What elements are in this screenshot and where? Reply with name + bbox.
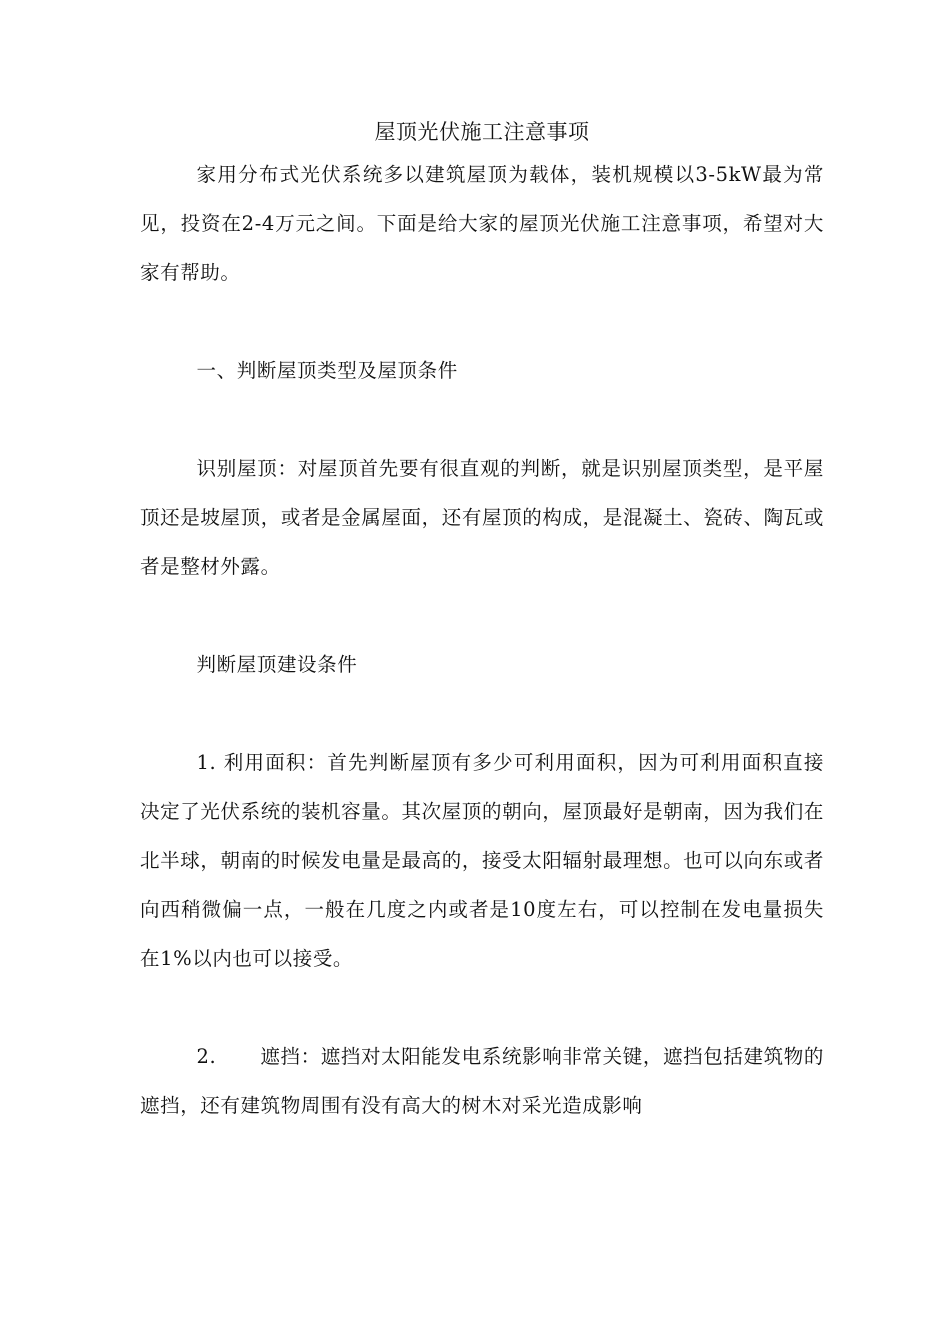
item2-text: 遮挡：遮挡对太阳能发电系统影响非常关键，遮挡包括建筑物的遮挡，还有建筑物周围有没有高大的树木对采光造成影响 (140, 1045, 824, 1117)
document-page (140, 114, 824, 1130)
item1-paragraph: 1. 利用面积：首先判断屋顶有多少可利用面积，因为可利用面积直接决定了光伏系统的装机容量。其次屋顶的朝向，屋顶最好是朝南，因为我们在北半球，朝南的时候发电量是最高的，接受太阳辐射最理想。也可以向东或者向西稍微偏一点，一般在几度之内或者是10度左右，可以控制在发电量损失在1%以内也可以接受。 (140, 751, 824, 970)
item2-paragraph (140, 1032, 824, 1130)
blank-line (140, 983, 824, 1032)
intro-paragraph: 家用分布式光伏系统多以建筑屋顶为载体，装机规模以3-5kW最为常见，投资在2-4万元之间。下面是给大家的屋顶光伏施工注意事项，希望对大家有帮助。 (140, 163, 824, 284)
blank-line (140, 395, 824, 444)
blank-line (140, 297, 824, 346)
document-title: 屋顶光伏施工注意事项 (374, 120, 590, 144)
blank-line (140, 689, 824, 738)
identify-roof-paragraph: 识别屋顶：对屋顶首先要有很直观的判断，就是识别屋顶类型，是平屋顶还是坡屋顶，或者是金属屋面，还有屋顶的构成，是混凝土、瓷砖、陶瓦或者是整材外露。 (140, 457, 824, 578)
item2-number: 2. (196, 1045, 217, 1068)
section1-heading: 一、判断屋顶类型及屋顶条件 (196, 359, 458, 382)
conditions-heading: 判断屋顶建设条件 (196, 653, 358, 676)
blank-line (140, 591, 824, 640)
